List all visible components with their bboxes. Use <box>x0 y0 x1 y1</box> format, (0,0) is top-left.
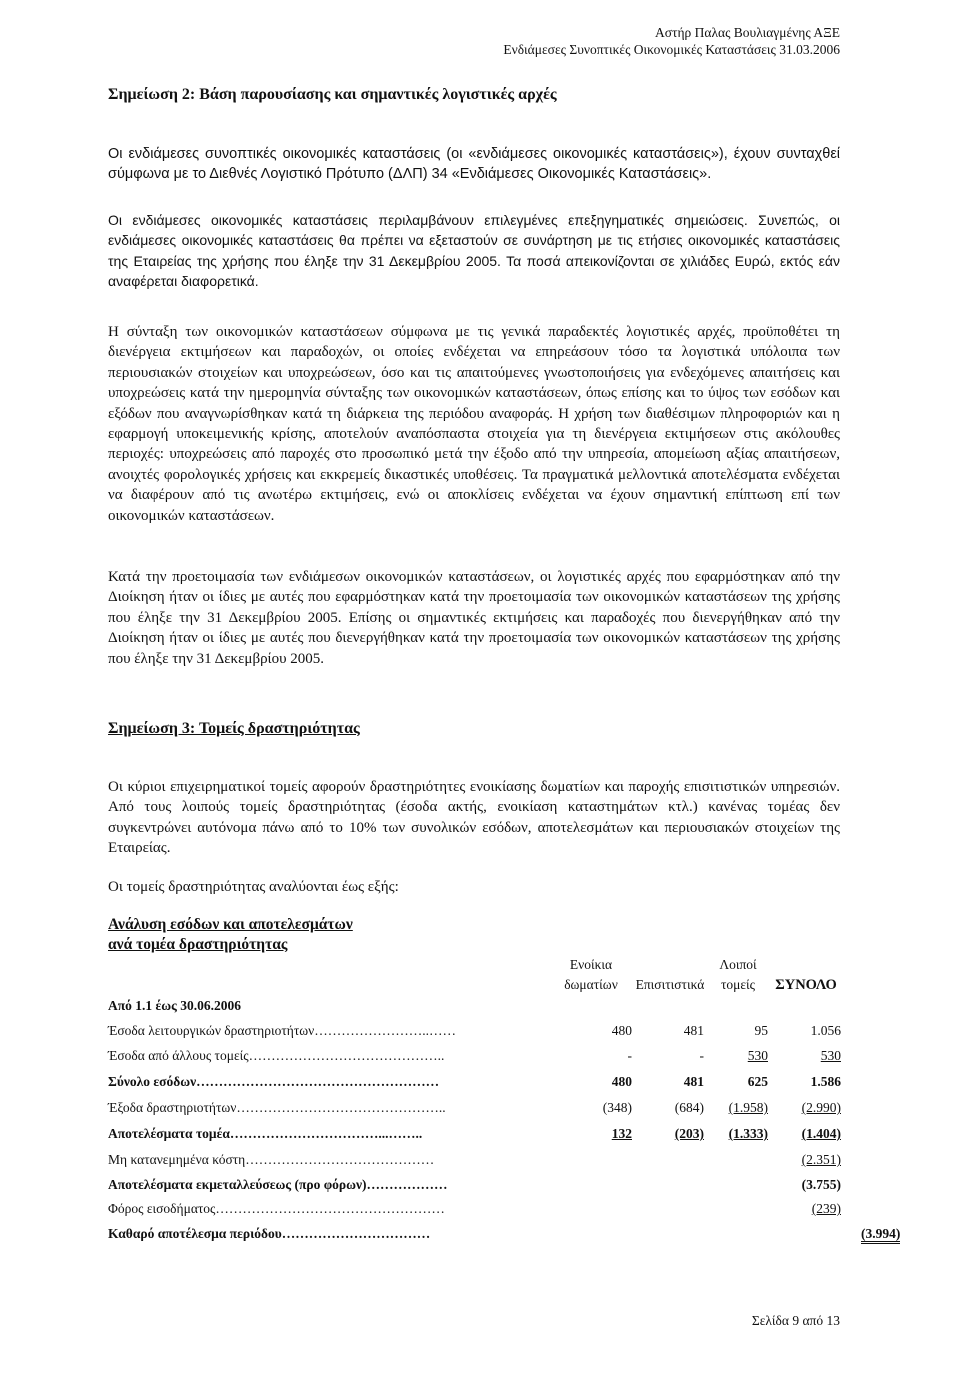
cell-other: (1.958) <box>728 1100 768 1115</box>
table-row <box>108 1020 848 1042</box>
row-label: Έσοδα λειτουργικών δραστηριοτήτων……………………..…… <box>108 1023 456 1038</box>
cell-total <box>861 1223 900 1245</box>
cell-total: (2.351) <box>801 1152 841 1167</box>
cell-rooms: 132 <box>611 1126 632 1141</box>
row-label: Μη κατανεμημένα κόστη…………………………………… <box>108 1152 435 1167</box>
row-label: Αποτελέσματα τομέα……………………………...…….. <box>108 1126 423 1141</box>
cell-rooms: 480 <box>611 1023 632 1038</box>
cell-total: 1.586 <box>810 1074 841 1089</box>
table-row <box>108 1045 848 1067</box>
note3-title: Σημείωση 3: Τομείς δραστηριότητας <box>108 720 360 737</box>
cell-rooms: 480 <box>611 1074 632 1089</box>
col-header-other-line1: Λοιποί <box>719 957 757 972</box>
cell-other: 625 <box>747 1074 768 1089</box>
company-name: Αστήρ Παλας Βουλιαγμένης ΑΞΕ <box>655 25 840 40</box>
col-header-rooms <box>556 955 626 995</box>
row-label: Καθαρό αποτέλεσμα περιόδου…………………………… <box>108 1226 431 1241</box>
note2-title: Σημείωση 2: Βάση παρουσίασης και σημαντικές λογιστικές αρχές <box>108 86 557 103</box>
table-heading <box>108 915 353 955</box>
cell-food: 481 <box>683 1023 704 1038</box>
cell-total: 530 <box>820 1048 841 1063</box>
row-label: Έξοδα δραστηριοτήτων……………………………………….. <box>108 1100 446 1115</box>
note3-paragraph-2: Οι τομείς δραστηριότητας αναλύονται έως εξής: <box>108 879 399 895</box>
cell-total: (1.404) <box>801 1126 841 1141</box>
cell-food: (684) <box>674 1100 704 1115</box>
col-header-rooms-line1: Ενοίκια <box>569 957 613 972</box>
cell-food: - <box>699 1048 704 1063</box>
cell-food: 481 <box>683 1074 704 1089</box>
table-row <box>108 1149 848 1171</box>
document-title: Ενδιάμεσες Συνοπτικές Οικονομικές Καταστάσεις 31.03.2006 <box>503 42 840 57</box>
cell-total: (3.755) <box>801 1177 841 1192</box>
table-row <box>108 1071 848 1093</box>
table-heading-line-1: Ανάλυση εσόδων και αποτελεσμάτων <box>108 916 353 933</box>
table-row <box>108 1123 848 1145</box>
table-row <box>108 1198 848 1220</box>
row-label: Έσοδα από άλλους τομείς…………………………………….. <box>108 1048 445 1063</box>
row-label: Σύνολο εσόδων……………………………………………… <box>108 1074 440 1089</box>
note2-paragraph-2: Οι ενδιάμεσες οικονομικές καταστάσεις περιλαμβάνουν επιλεγμένες επεξηγηματικές σημειώσεις. Συνεπώς, οι ενδιάμεσες οικονομικές καταστάσεις θα πρέπει να εξεταστούν σε συνάρτηση με τις ετήσιες οικονομικές καταστάσεις της Εταιρείας της χρήσης που έληξε την 31 Δεκεμβρίου 2005. Τα ποσά απεικονίζονται σε χιλιάδες Ευρώ, εκτός εάν αναφέρεται διαφορετικά. <box>108 212 840 290</box>
note2-paragraph-4: Κατά την προετοιμασία των ενδιάμεσων οικονομικών καταστάσεων, οι λογιστικές αρχές που εφαρμόστηκαν από την Διοίκηση ήταν οι ίδιες με αυτές που εφαρμόστηκαν κατά την προετοιμασία των οικονομικών καταστάσεων της χρήσης που έληξε την 31 Δεκεμβρίου 2005. Επίσης οι σημαντικές εκτιμήσεις και παραδοχές που διενεργήθηκαν από την Διοίκηση ήταν οι ίδιες με αυτές που διενεργήθηκαν κατά την προετοιμασία των οικονομικών καταστάσεων της χρήσης που έληξε την 31 Δεκεμβρίου 2005. <box>108 569 840 667</box>
period-label: Από 1.1 έως 30.06.2006 <box>108 998 241 1013</box>
cell-other: 530 <box>747 1048 768 1063</box>
row-label: Φόρος εισοδήματος…………………………………………… <box>108 1201 445 1216</box>
row-label: Αποτελέσματα εκμεταλλεύσεως (προ φόρων)……………… <box>108 1177 448 1192</box>
cell-rooms: (348) <box>602 1100 632 1115</box>
col-header-other-line2: τομείς <box>720 977 756 992</box>
cell-other: (1.333) <box>728 1126 768 1141</box>
page-number: Σελίδα 9 από 13 <box>751 1313 840 1328</box>
note2-paragraph-3: Η σύνταξη των οικονομικών καταστάσεων σύμφωνα με τις γενικά παραδεκτές λογιστικές αρχές, προϋποθέτει τη διενέργεια εκτιμήσεων και παραδοχών, οι οποίες ενδέχεται να επηρεάσουν τόσο τα λογιστικά υπόλοιπα των περιουσιακών στοιχείων και υποχρεώσεων, όσο και τις απαιτούμενες γνωστοποιήσεις για ενδεχόμενες απαιτήσεις και υποχρεώσεις κατά την ημερομηνία σύνταξης των οικονομικών καταστάσεων, όπως επίσης και το ύψος των εσόδων και εξόδων που αναγνωρίσθηκαν κατά τη διάρκεια της περιόδου αναφοράς. Η χρήση των διαθέσιμων πληροφοριών και η εφαρμογή υποκειμενικής κρίσης, αποτελούν αναπόσπαστα στοιχεία για τη διενέργεια εκτιμήσεων στις ακόλουθες περιοχές: υποχρεώσεις από παροχές στο προσωπικό μετά την έξοδο από την υπηρεσία, απομείωση αξίας απαιτήσεων, ανοιχτές φορολογικές χρήσεις και εκκρεμείς δικαστικές υποθέσεις. Τα πραγματικά μελλοντικά αποτελέσματα ενδέχεται να διαφέρουν από τις ανωτέρω εκτιμήσεις, ενώ οι αποκλίσεις ενδέχεται να έχουν σημαντική επίπτωση επί των οικονομικών καταστάσεων. <box>108 324 840 524</box>
cell-other: 95 <box>754 1023 768 1038</box>
col-header-food: Επισιτιστικά <box>635 977 705 992</box>
cell-total: (239) <box>811 1201 841 1216</box>
period-row <box>108 995 848 1017</box>
page-header <box>503 24 840 58</box>
cell-rooms: - <box>627 1048 632 1063</box>
table-row <box>108 1174 848 1196</box>
col-header-rooms-line2: δωματίων <box>564 977 618 992</box>
cell-total: (2.990) <box>801 1100 841 1115</box>
cell-food: (203) <box>674 1126 704 1141</box>
net-result-value: (3.994) <box>861 1226 900 1244</box>
table-heading-line-2: ανά τομέα δραστηριότητας <box>108 936 288 953</box>
col-header-total: ΣΥΝΟΛΟ <box>775 977 837 993</box>
table-row <box>108 1097 848 1119</box>
note2-paragraph-1: Οι ενδιάμεσες συνοπτικές οικονομικές καταστάσεις (οι «ενδιάμεσες οικονομικές καταστάσεις»), έχουν συνταχθεί σύμφωνα με το Διεθνές Λογιστικό Πρότυπο (ΔΛΠ) 34 «Ενδιάμεσες Οικονομικές Καταστάσεις». <box>108 146 840 183</box>
col-header-other <box>712 955 764 995</box>
table-row <box>108 1223 901 1245</box>
note3-paragraph-1: Οι κύριοι επιχειρηματικοί τομείς αφορούν δραστηριότητες ενοικίασης δωματίων και παροχής επισιτιστικών υπηρεσιών. Από τους λοιπούς τομείς δραστηριότητας (έσοδα ακτής, ενοικίαση καταστημάτων κτλ.) κανένας τομέας δεν συγκεντρώνει αυτόνομα πάνω από το 10% των συνολικών εσόδων, αποτελεσμάτων και περιουσιακών στοιχείων της Εταιρείας. <box>108 779 840 857</box>
cell-total: 1.056 <box>810 1023 841 1038</box>
